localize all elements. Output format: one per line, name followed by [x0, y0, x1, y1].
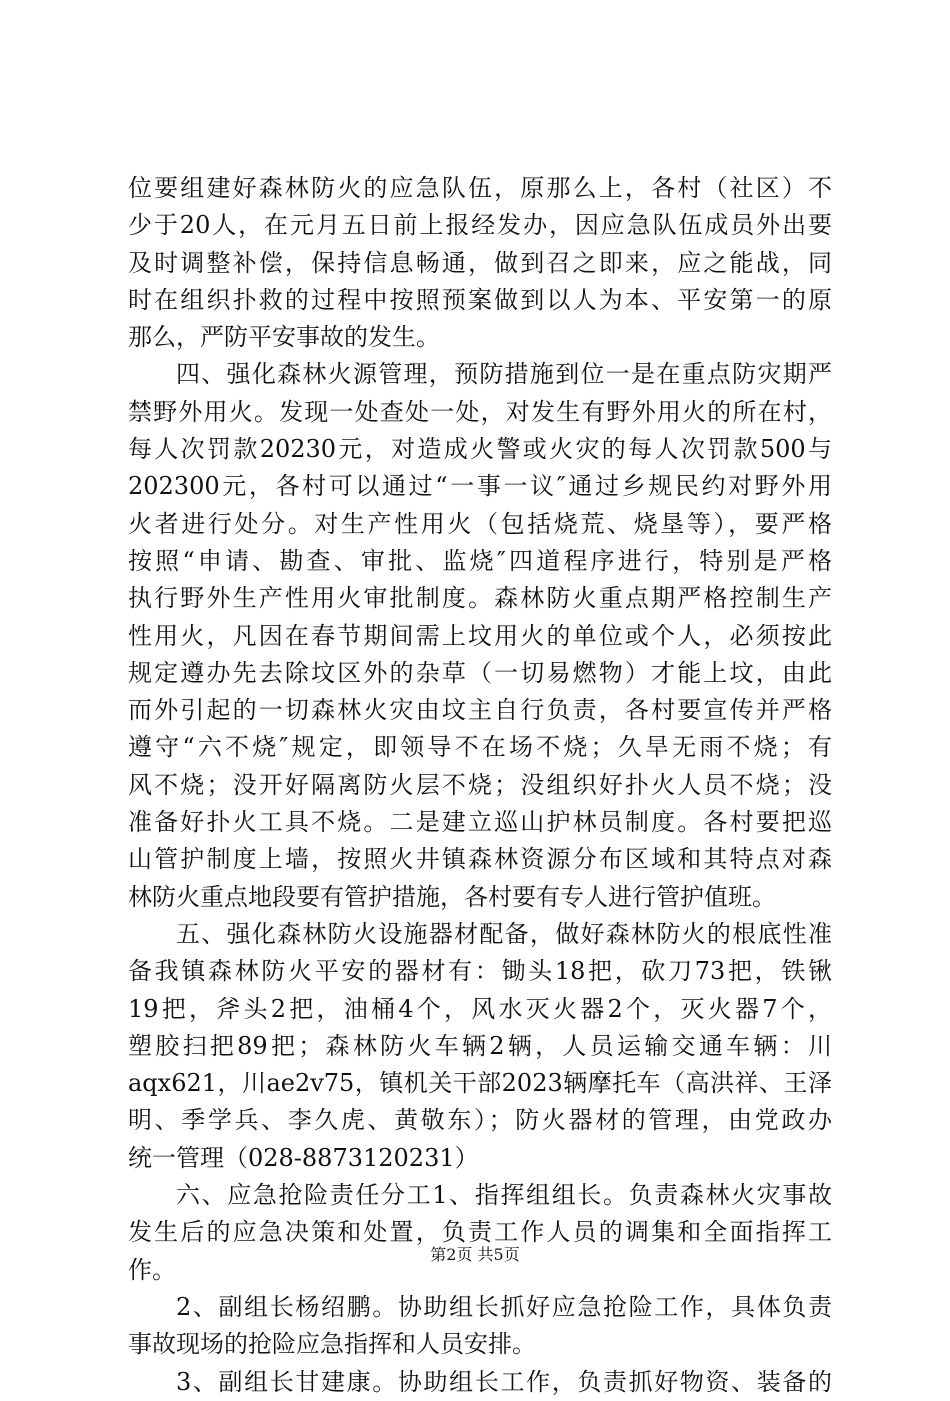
text-line: 林防火重点地段要有管护措施，各村要有专人进行管护值班。: [128, 882, 776, 911]
text-line: 规定遵办先去除坟区外的杂草（一切易燃物）才能上坟，由此: [128, 658, 832, 687]
text-line: 2、副组长杨绍鹏。协助组长抓好应急抢险工作，具体负责: [176, 1292, 832, 1321]
text-line: 202300元，各村可以通过“一事一议″通过乡规民约对野外用: [128, 472, 832, 501]
page-footer: 第2页 共5页: [430, 1245, 520, 1264]
text-line: 每人次罚款20230元，对造成火警或火灾的每人次罚款500与: [128, 435, 832, 464]
text-line: aqx621，川ae2v75，镇机关干部2023辆摩托车（高洪祥、王泽: [128, 1069, 832, 1098]
text-line: 火者进行处分。对生产性用火（包括烧荒、烧垦等），要严格: [128, 509, 832, 538]
text-line: 遵守“六不烧″规定，即领导不在场不烧；久旱无雨不烧；有: [128, 733, 832, 762]
text-line: 性用火，凡因在春节期间需上坟用火的单位或个人，必须按此: [128, 621, 832, 650]
text-line: 明、季学兵、李久虎、黄敬东）；防火器材的管理，由党政办: [128, 1106, 832, 1135]
body-text: [128, 170, 832, 1401]
text-line: 事故现场的抢险应急指挥和人员安排。: [128, 1330, 536, 1359]
text-line: 3、副组长甘建康。协助组长工作，负责抓好物资、装备的: [176, 1367, 832, 1396]
text-line: 五、强化森林防火设施器材配备，做好森林防火的根底性准: [176, 919, 832, 948]
text-line: 准备好扑火工具不烧。二是建立巡山护林员制度。各村要把巡: [128, 808, 832, 837]
text-line: 四、强化森林火源管理，预防措施到位一是在重点防灾期严: [176, 360, 832, 389]
text-line: 位要组建好森林防火的应急队伍，原那么上，各村（社区）不: [128, 174, 832, 202]
text-line: 禁野外用火。发现一处查处一处，对发生有野外用火的所在村，: [128, 397, 832, 426]
text-line: 塑胶扫把89把；森林防火车辆2辆，人员运输交通车辆：川: [128, 1031, 832, 1060]
text-line: 19把，斧头2把，油桶4个，风水灭火器2个，灭火器7个，: [128, 994, 832, 1023]
text-line: 少于20人，在元月五日前上报经发办，因应急队伍成员外出要: [128, 211, 832, 240]
text-line: 山管护制度上墙，按照火井镇森林资源分布区域和其特点对森: [128, 845, 832, 874]
text-line: 时在组织扑救的过程中按照预案做到以人为本、平安第一的原: [128, 285, 832, 314]
text-line: 而外引起的一切森林火灾由坟主自行负责，各村要宣传并严格: [128, 696, 832, 725]
text-line: 按照“申请、勘查、审批、监烧″四道程序进行，特别是严格: [128, 546, 832, 575]
text-line: 发生后的应急决策和处置，负责工作人员的调集和全面指挥工: [128, 1218, 832, 1247]
text-line: 执行野外生产性用火审批制度。森林防火重点期严格控制生产: [128, 584, 832, 613]
text-line: 作。: [128, 1255, 176, 1284]
text-line: 那么，严防平安事故的发生。: [128, 323, 440, 352]
text-line: 备我镇森林防火平安的器材有：锄头18把，砍刀73把，铁锹: [128, 957, 832, 986]
text-line: 及时调整补偿，保持信息畅通，做到召之即来，应之能战，同: [128, 248, 832, 277]
text-line: 六、应急抢险责任分工1、指挥组组长。负责森林火灾事故: [176, 1181, 832, 1210]
text-line: 统一管理（028-8873120231）: [128, 1143, 479, 1172]
text-line: 风不烧；没开好隔离防火层不烧；没组织好扑火人员不烧；没: [128, 770, 832, 799]
